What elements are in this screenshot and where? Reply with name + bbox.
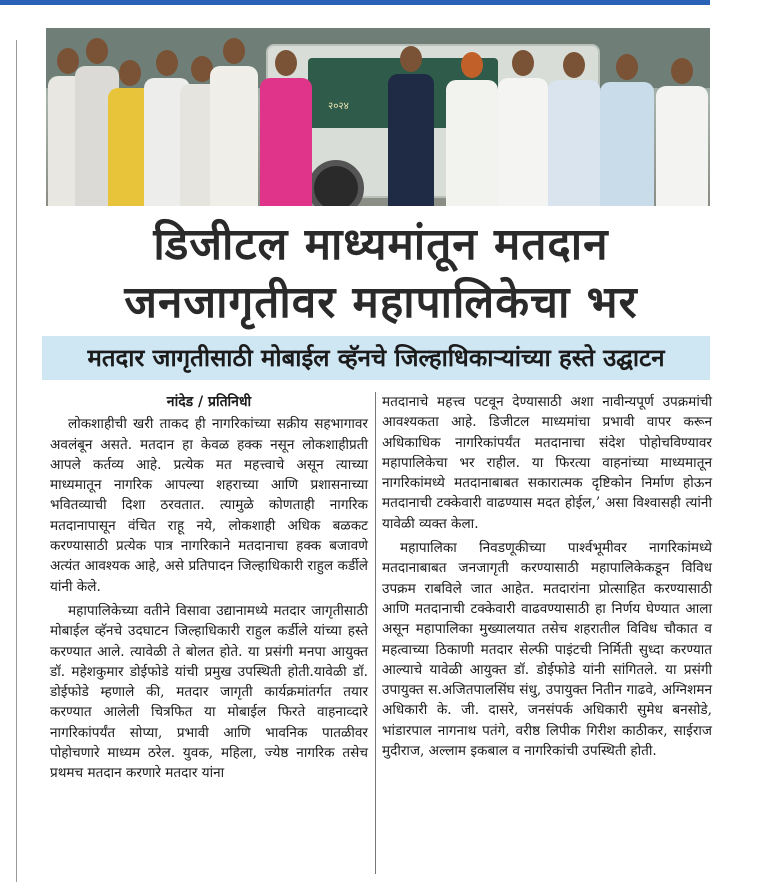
- article-paragraph: महापालिका निवडणूकीच्या पार्श्वभूमीवर नागरिकांमध्ये मतदानाबाबत जनजागृती करण्यासाठी महापालिकेकडून विविध उपक्रम राबविले जात आहेत. मतदारांना प्रोत्साहित करण्यासाठी आणि मतदानाची टक्केवारी वाढवण्यासाठी हा निर्णय घेण्यात आला असून महापालिका मुख्यालयात तसेच शहरातील विविध चौकात व महत्वाच्या ठिकाणी मतदार सेल्फी पाइंटची निर्मिती सुध्दा करण्यात आल्याचे यावेळी आयुक्त डॉ. डोईफोडे यांनी सांगितले. या प्रसंगी उपायुक्त स.अजितपालसिंघ संधु, उपायुक्त नितीन गाढवे, अग्निशमन अधिकारी के. जी. दासरे, जनसंपर्क अधिकारी सुमेध बनसोडे, भांडारपाल नागनाथ पतंगे, वरीष्ठ लिपीक गिरीश काठीकर, साईराज मुदीराज, अल्लाम इकबाल व नागरिकांची उपस्थिती होती.: [382, 540, 712, 760]
- article-paragraph: लोकशाहीची खरी ताकद ही नागरिकांच्या सक्रीय सहभागावर अवलंबून असते. मतदान हा केवळ हक्क नसून लोकशाहीप्रती आपले कर्तव्य आहे. प्रत्येक मत महत्त्वाचे असून त्याच्या माध्यमातून नागरिक आपल्या शहराच्या आणि प्रशासनाच्या भवितव्याची दिशा ठरवतात. त्यामुळे कोणताही नागरिक मतदानापासून वंचित राहू नये, लोकशाही अधिक बळकट करण्यासाठी प्रत्येक पात्र नागरिकाने मतदानाचा हक्क बजावणे अत्यंत आवश्यक आहे, असे प्रतिपादन जिल्हाधिकारी राहुल कर्डीले यांनी केले.: [50, 416, 368, 595]
- photo-person: [546, 52, 602, 206]
- photo-person: [444, 52, 500, 206]
- left-margin-rule: [16, 40, 17, 882]
- photo-person: [654, 58, 710, 206]
- van-screen-text: २०२४: [328, 101, 349, 112]
- news-photo: [46, 28, 710, 206]
- article-paragraph: महापालिकेच्या वतीने विसावा उद्यानामध्ये मतदार जागृतीसाठी मोबाईल व्हॅनचे उदघाटन जिल्हाधिकारी राहुल कर्डीले यांच्या हस्ते करण्यात आले. त्यावेळी ते बोलत होते. या प्रसंगी मनपा आयुक्त डॉ. महेशकुमार डोईफोडे यांची प्रमुख उपस्थिती होती.यावेळी डॉ. डोईफोडे म्हणाले की, मतदार जागृती कार्यक्रमांतर्गत तयार करण्यात आलेली चित्रफित या मोबाईल फिरते वाहनाव्दारे नागरिकांपर्यंत सोप्या, प्रभावी आणि भावनिक पातळीवर पोहोचणारे माध्यम ठरेल. युवक, महिला, ज्येष्ठ नागरिक तसेच प्रथमच मतदान करणारे मतदार यांना: [50, 602, 368, 782]
- headline-line-1: डिजीटल माध्यमांतून मतदान: [153, 219, 609, 270]
- photo-person: [598, 54, 656, 206]
- dateline: नांदेड / प्रतिनिधी: [166, 394, 252, 410]
- photo-person: [386, 46, 436, 206]
- photo-person: [208, 38, 260, 206]
- top-color-bar: [0, 0, 710, 5]
- headline-line-2: जनजागृतीवर महापालिकेचा भर: [124, 277, 638, 328]
- article-column-right: [382, 392, 712, 765]
- article-column-left: [50, 392, 368, 788]
- article-paragraph: मतदानाचे महत्त्व पटवून देण्यासाठी अशा नावीन्यपूर्ण उपक्रमांची आवश्यकता आहे. डिजीटल माध्यमांचा प्रभावी वापर करून अधिकाधिक नागरिकांपर्यंत मतदानाचा संदेश पोहोचविण्यावर महापालिकेचा भर राहील. या फिरत्या वाहनांच्या माध्यमातून नागरिकांमध्ये मतदानाबाबत सकारात्मक दृष्टिकोन निर्माण होऊन मतदानाची टक्केवारी वाढण्यास मदत होईल,’ असा विश्वासही त्यांनी यावेळी व्यक्त केला.: [382, 394, 712, 532]
- subheadline: मतदार जागृतीसाठी मोबाईल व्हॅनचे जिल्हाधिकाऱ्यांच्या हस्ते उद्घाटन: [42, 336, 710, 380]
- photo-person: [258, 50, 314, 206]
- column-divider: [375, 392, 376, 874]
- photo-person: [496, 50, 550, 206]
